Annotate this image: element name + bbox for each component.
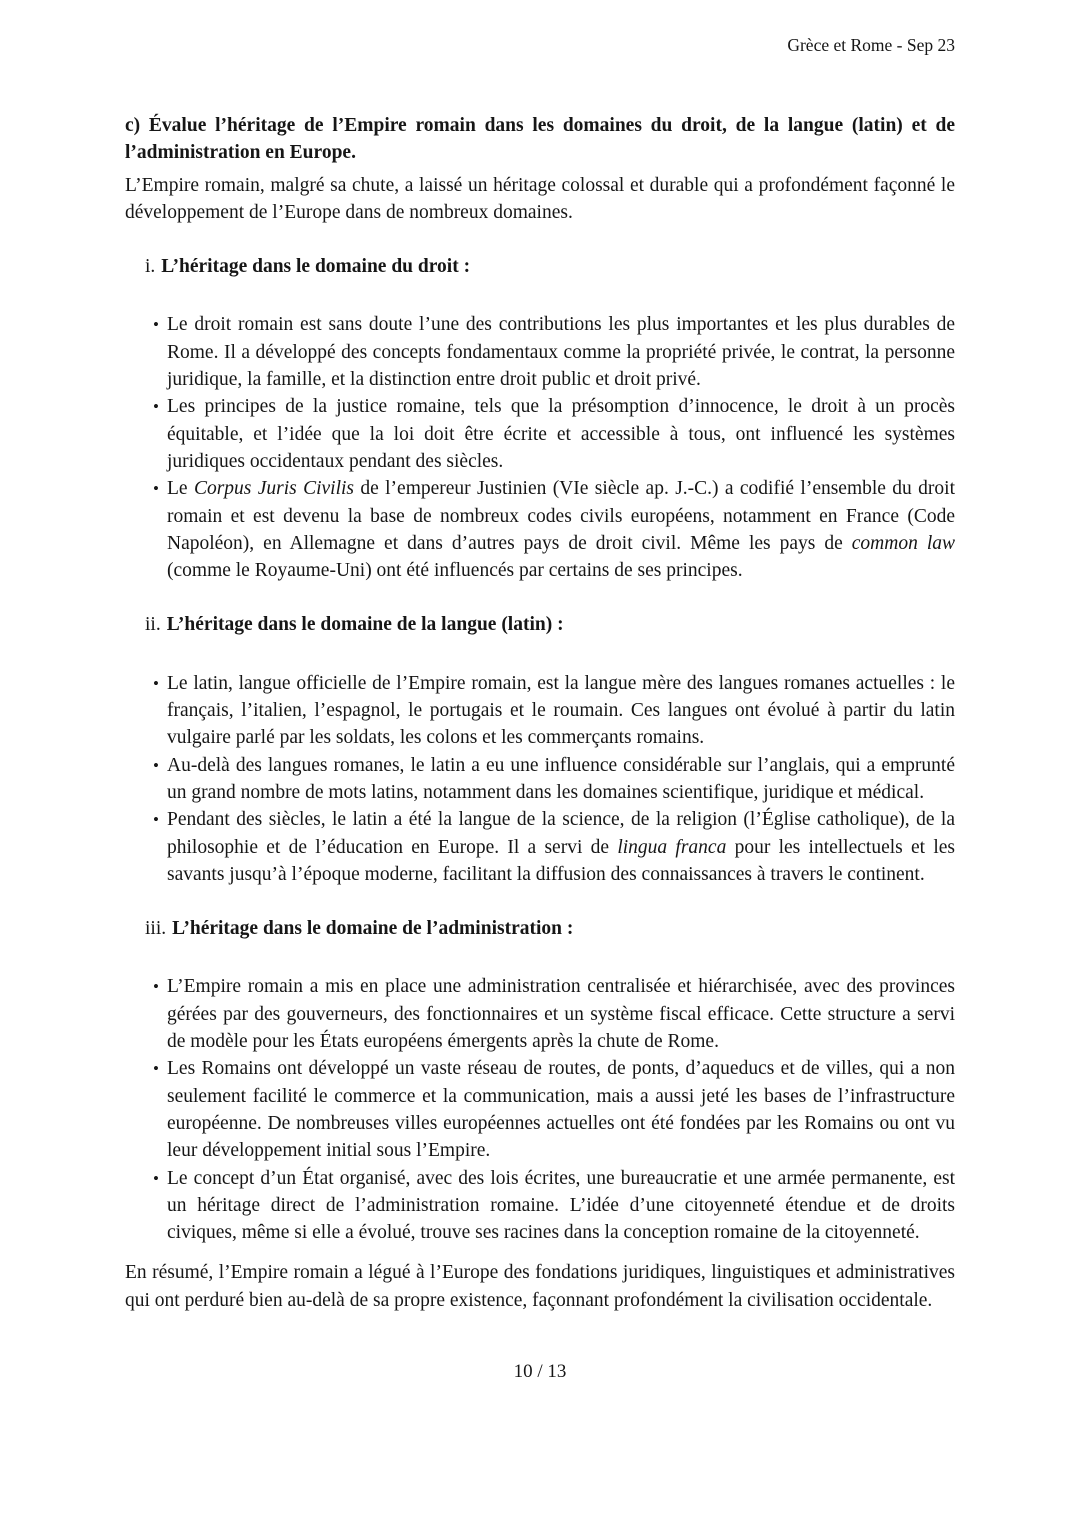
list-item	[153, 1055, 955, 1164]
text-segment: Les Romains ont développé un vaste réseau de routes, de ponts, d’aqueducs et de villes, qui a non seulement facilité le commerce et la communication, mais a aussi jeté les bases de l’infrastructure européenne. De nombreuses villes européennes actuelles ont été fondées par les Romains ou ont vu leur développement initial sous l’Empire.	[167, 1058, 955, 1162]
section-numeral: i.	[145, 256, 156, 278]
page-footer	[125, 1358, 955, 1385]
list-item	[153, 311, 955, 393]
section-i	[125, 253, 955, 584]
italic-text-segment: lingua franca	[617, 836, 727, 858]
text-segment: de l’empereur Justinien (VIe siècle ap. J.-C.) a codifié l’ensemble du droit romain et est devenu la base de nombreux codes civils européens, notamment en France (Code Napoléon), en Allemagne et dans d’autres pays de droit civil. Même les pays de	[167, 478, 955, 554]
conclusion-paragraph: En résumé, l’Empire romain a légué à l’Europe des fondations juridiques, linguistiques et administratives qui ont perduré bien au-delà de sa propre existence, façonnant profondément la civilisation occidentale.	[125, 1262, 955, 1311]
page-header	[125, 33, 955, 57]
text-segment: Pendant des siècles, le latin a été la langue de la science, de la religion (l’Église catholique), de la philosophie et de l’éducation en Europe. Il a servi de	[167, 809, 955, 858]
text-segment: (comme le Royaume-Uni) ont été influencés par certains de ses principes.	[167, 560, 743, 582]
bullet-icon: •	[153, 977, 159, 997]
bullet-icon: •	[153, 479, 159, 499]
section-numeral: iii.	[145, 918, 167, 940]
italic-text-segment: Corpus Juris Civilis	[193, 478, 355, 500]
bullet-list	[125, 311, 955, 584]
sections-container	[125, 253, 955, 1246]
section-heading-label: L’héritage dans le domaine de l’administration :	[172, 918, 574, 940]
list-item	[153, 475, 955, 584]
text-segment: Le concept d’un État organisé, avec des lois écrites, une bureaucratie et une armée permanente, est un héritage direct de l’administration romaine. L’idée d’une citoyenneté étendue et de droits civiques, même si elle a évolué, trouve ses racines dans la conception romaine de la citoyenneté.	[167, 1167, 955, 1244]
header-course-date: Grèce et Rome - Sep 23	[787, 35, 955, 55]
list-item	[153, 806, 956, 888]
section-heading	[125, 611, 955, 638]
list-item	[153, 1165, 955, 1247]
section-ii	[125, 611, 955, 888]
bullet-icon: •	[153, 1168, 159, 1188]
list-item	[153, 393, 955, 475]
list-item	[153, 670, 955, 752]
text-segment: pour les intellectuels et les savants jusqu’à l’époque moderne, facilitant la diffusion des connaissances à travers le continent.	[167, 836, 956, 885]
text-segment: L’Empire romain a mis en place une administration centralisée et hiérarchisée, avec des provinces gérées par des gouverneurs, des fonctionnaires et un système fiscal efficace. Cette structure a servi de modèle pour les États européens émergents après la chute de Rome.	[167, 976, 955, 1053]
question-title: c) Évalue l’héritage de l’Empire romain dans les domaines du droit, de la langue (latin) et de l’administration en Europe.	[125, 115, 955, 164]
text-segment: Le	[167, 478, 194, 500]
bullet-list	[125, 973, 955, 1246]
bullet-list	[125, 670, 955, 888]
bullet-icon: •	[153, 673, 159, 693]
bullet-icon: •	[153, 755, 159, 775]
list-item	[153, 973, 955, 1055]
section-iii	[125, 915, 955, 1246]
text-segment: Les principes de la justice romaine, tels que la présomption d’innocence, le droit à un procès équitable, et l’idée que la loi doit être écrite et accessible à tous, ont influencé les systèmes juridiques occidentaux pendant des siècles.	[167, 396, 955, 472]
text-segment: Le latin, langue officielle de l’Empire romain, est la langue mère des langues romanes actuelles : le français, l’italien, l’espagnol, le portugais et le roumain. Ces langues ont évolué à partir du latin vulgaire parlé par les soldats, les colons et les commerçants romains.	[167, 672, 955, 749]
bullet-icon: •	[153, 315, 159, 335]
italic-text-segment: common law	[851, 532, 955, 554]
bullet-icon: •	[153, 397, 159, 417]
page-number: 10 / 13	[513, 1360, 567, 1382]
intro-paragraph: L’Empire romain, malgré sa chute, a laissé un héritage colossal et durable qui a profondément façonné le développement de l’Europe dans de nombreux domaines.	[125, 174, 955, 223]
section-heading	[125, 253, 955, 280]
text-segment: Le droit romain est sans doute l’une des contributions les plus importantes et les plus durables de Rome. Il a développé des concepts fondamentaux comme la propriété privée, le contrat, la personne juridique, la famille, et la distinction entre droit public et droit privé.	[167, 314, 955, 391]
list-item	[153, 752, 955, 807]
bullet-icon: •	[153, 1059, 159, 1079]
section-heading-label: L’héritage dans le domaine du droit :	[161, 256, 471, 278]
section-heading	[125, 915, 955, 942]
section-numeral: ii.	[145, 614, 161, 636]
section-heading-label: L’héritage dans le domaine de la langue (latin) :	[166, 614, 564, 636]
bullet-icon: •	[153, 810, 159, 830]
text-segment: Au-delà des langues romanes, le latin a eu une influence considérable sur l’anglais, qui a emprunté un grand nombre de mots latins, notamment dans les domaines scientifique, juridique et médical.	[167, 754, 955, 803]
